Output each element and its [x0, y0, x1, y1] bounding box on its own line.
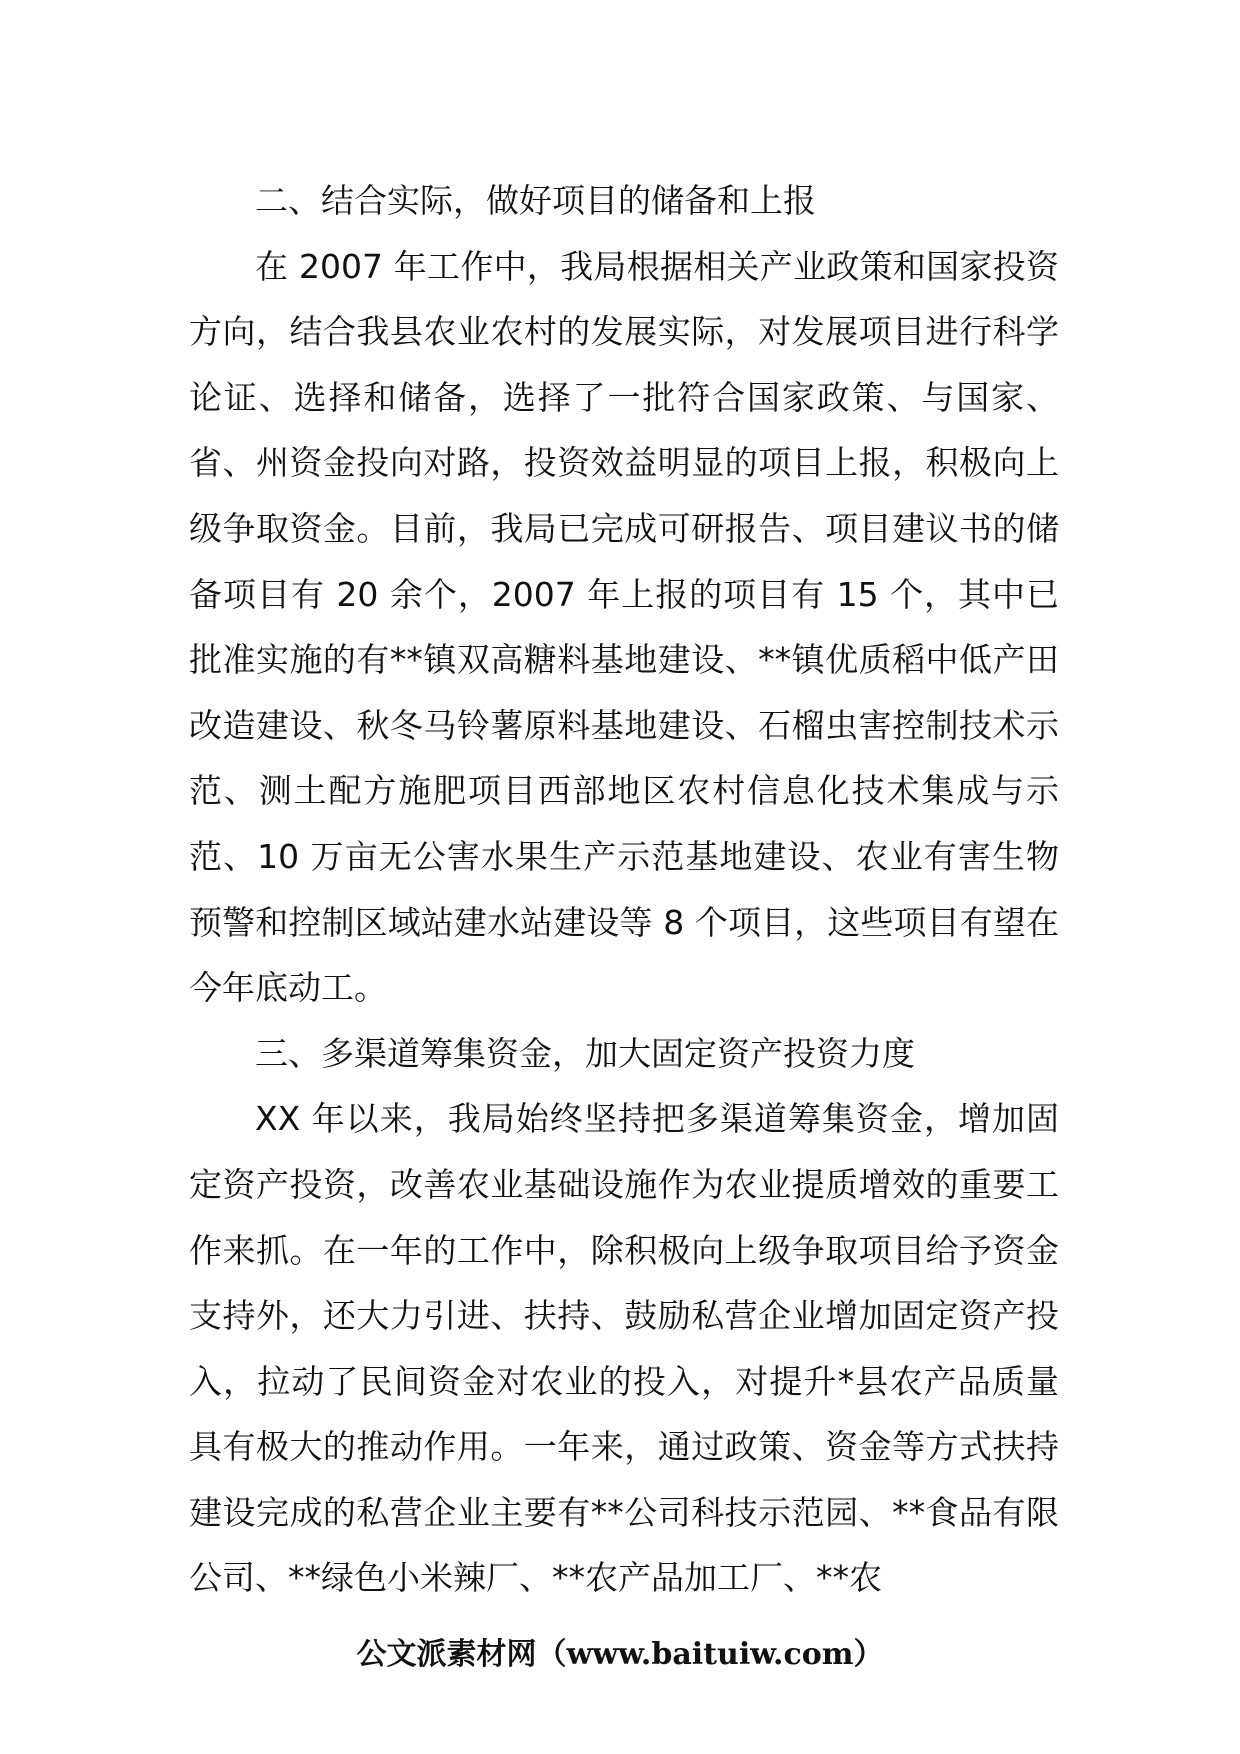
footer-watermark: 公文派素材网（www.baituiw.com）	[356, 1637, 884, 1672]
section-heading-3: 三、多渠道筹集资金，加大固定资产投资力度	[255, 1033, 915, 1073]
document-body	[189, 168, 1059, 1611]
section-paragraph-3: XX 年以来，我局始终坚持把多渠道筹集资金，增加固定资产投资，改善农业基础设施作为农业提质增效的重要工作来抓。在一年的工作中，除积极向上级争取项目给予资金支持外，还大力引进、扶持、鼓励私营企业增加固定资产投入，拉动了民间资金对农业的投入，对提升*县农产品质量具有极大的推动作用。一年来，通过政策、资金等方式扶持建设完成的私营企业主要有**公司科技示范园、**食品有限公司、**绿色小米辣厂、**农产品加工厂、**农	[189, 1099, 1059, 1598]
section-paragraph-2: 在 2007 年工作中，我局根据相关产业政策和国家投资方向，结合我县农业农村的发展实际，对发展项目进行科学论证、选择和储备，选择了一批符合国家政策、与国家、省、州资金投向对路，投资效益明显的项目上报，积极向上级争取资金。目前，我局已完成可研报告、项目建议书的储备项目有 20 余个，2007 年上报的项目有 15 个，其中已批准实施的有**镇双高糖料基地建设、**镇优质稻中低产田改造建设、秋冬马铃薯原料基地建设、石榴虫害控制技术示范、测土配方施肥项目西部地区农村信息化技术集成与示范、10 万亩无公害水果生产示范基地建设、农业有害生物预警和控制区域站建水站建设等 8 个项目，这些项目有望在今年底动工。	[189, 246, 1059, 1008]
section-heading-2: 二、结合实际，做好项目的储备和上报	[255, 181, 816, 220]
